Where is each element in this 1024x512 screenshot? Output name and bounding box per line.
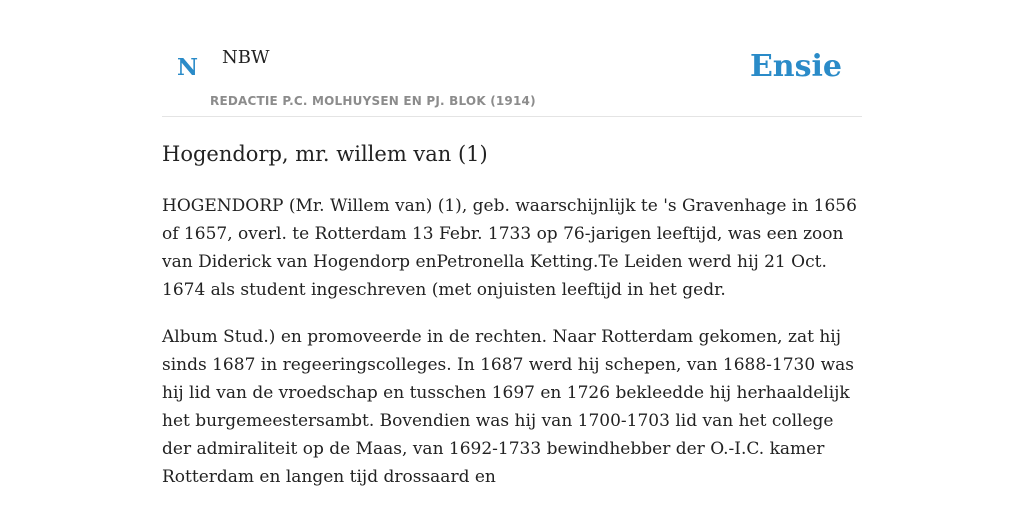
- article-body: [162, 192, 862, 510]
- article-paragraph: Album Stud.) en promoveerde in de rechten. Naar Rotterdam gekomen, zat hij sinds 1687 in regeeringscolleges. In 1687 werd hij schepen, van 1688-1730 was hij lid van de vroedschap en tusschen 1697 en 1726 bekleedde hij herhaaldelijk het burgemeestersambt. Bovendien was hij van 1700-1703 lid van het college der admiraliteit op de Maas, van 1692-1733 bewindhebber der O.-I.C. kamer Rotterdam en langen tijd drossaard en: [162, 327, 855, 487]
- source-logo[interactable]: N: [177, 54, 199, 81]
- page-title: Hogendorp, mr. willem van (1): [162, 142, 488, 166]
- source-subtitle: REDACTIE P.C. MOLHUYSEN EN PJ. BLOK (1914): [210, 94, 536, 108]
- source-name[interactable]: NBW: [222, 47, 270, 68]
- header: [162, 0, 862, 117]
- brand-logo-link[interactable]: Ensie: [749, 49, 842, 84]
- article-paragraph: HOGENDORP (Mr. Willem van) (1), geb. waarschijnlijk te 's Gravenhage in 1656 of 1657, overl. te Rotterdam 13 Febr. 1733 op 76-jarigen leeftijd, was een zoon van Diderick van Hogendorp enPetronella Ketting.Te Leiden werd hij 21 Oct. 1674 als student ingeschreven (met onjuisten leeftijd in het gedr.: [162, 196, 857, 300]
